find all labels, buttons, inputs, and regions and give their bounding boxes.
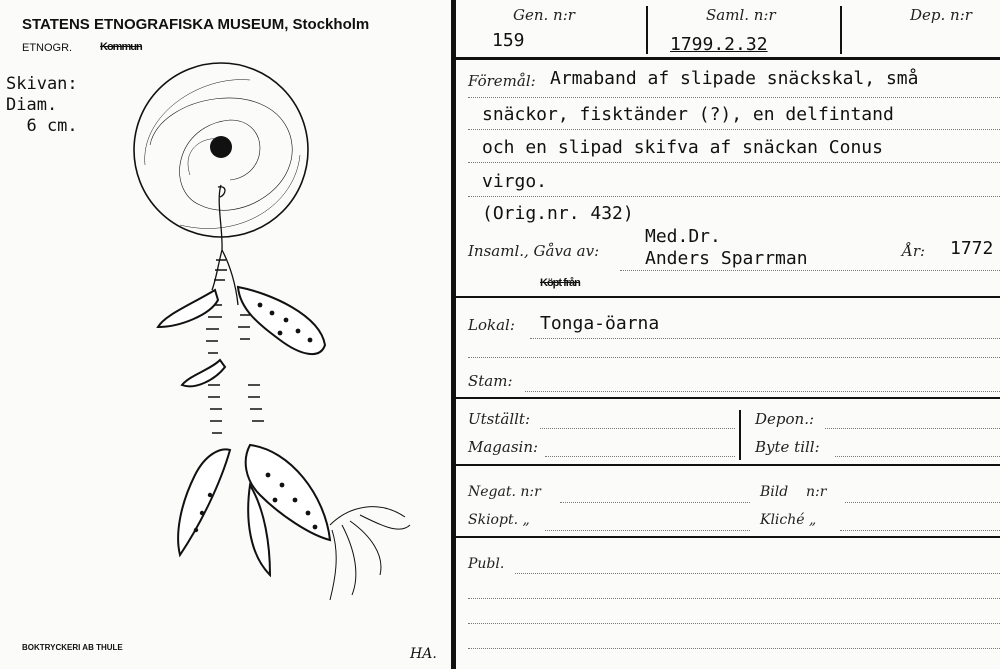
foremal-line: virgo. — [482, 171, 548, 192]
gen-label: Gen. n:r — [513, 6, 575, 24]
disc-note-line: 6 cm. — [6, 116, 78, 136]
disc-note-line: Diam. — [6, 95, 58, 115]
utstallt-label: Utställt: — [468, 410, 531, 428]
dotted-line — [545, 456, 735, 457]
magasin-label: Magasin: — [468, 438, 539, 456]
skiopt-label: Skiopt. „ — [468, 512, 530, 528]
disc-note-line: Skivan: — [6, 74, 78, 94]
struck-stamp: Kommun — [100, 41, 142, 53]
donor-title: Med.Dr. — [645, 226, 721, 247]
insaml-label: Insaml., Gåva av: — [468, 242, 600, 260]
card-divider — [451, 0, 456, 669]
dotted-line — [468, 97, 1000, 98]
dotted-line — [468, 196, 1000, 197]
section-rule — [456, 296, 1000, 298]
header-sep — [646, 6, 648, 54]
dotted-line — [525, 391, 1000, 392]
year-value: 1772 — [950, 238, 994, 259]
struck-purchase: Köpt från — [540, 277, 580, 289]
foremal-line: Armaband af slipade snäckskal, små — [550, 68, 919, 89]
byte-label: Byte till: — [755, 438, 820, 456]
lokal-label: Lokal: — [468, 316, 515, 334]
dotted-line — [620, 270, 1000, 271]
printer-name: BOKTRYCKERI AB THULE — [22, 643, 123, 652]
saml-label: Saml. n:r — [706, 6, 776, 24]
saml-value: 1799.2.32 — [670, 34, 768, 55]
section-rule — [456, 397, 1000, 399]
dotted-line — [468, 162, 1000, 163]
dotted-line — [468, 623, 1000, 624]
section-rule — [456, 536, 1000, 538]
bild-label: Bild n:r — [760, 484, 827, 500]
dotted-line — [530, 338, 1000, 339]
donor-name: Anders Sparrman — [645, 248, 808, 269]
lokal-value: Tonga-öarna — [540, 313, 660, 334]
bracelet-drawing — [120, 55, 420, 600]
museum-name: STATENS ETNOGRAFISKA MUSEUM, Stockholm — [22, 16, 370, 33]
dotted-line — [468, 598, 1000, 599]
depon-label: Depon.: — [755, 410, 815, 428]
foremal-line: (Orig.nr. 432) — [482, 203, 634, 224]
department-label: ETNOGR. — [22, 42, 73, 54]
foremal-label: Föremål: — [468, 72, 536, 90]
dotted-line — [825, 428, 1000, 429]
signature: HA. — [410, 646, 437, 662]
header-rule — [456, 57, 1000, 60]
dotted-line — [515, 573, 1000, 574]
dotted-line — [845, 502, 1000, 503]
foremal-line: snäckor, fisktänder (?), en delfintand — [482, 104, 894, 125]
dotted-line — [835, 456, 1000, 457]
header-sep — [840, 6, 842, 54]
gen-value: 159 — [492, 30, 525, 51]
dotted-line — [840, 530, 1000, 531]
foremal-line: och en slipad skifva af snäckan Conus — [482, 137, 883, 158]
stam-label: Stam: — [468, 372, 513, 390]
year-label: År: — [902, 242, 926, 260]
dotted-line — [560, 502, 750, 503]
publ-label: Publ. — [468, 556, 505, 572]
kliche-label: Kliché „ — [760, 512, 817, 528]
storage-sep — [739, 410, 741, 460]
section-rule — [456, 464, 1000, 466]
dotted-line — [540, 428, 735, 429]
negat-label: Negat. n:r — [468, 484, 541, 500]
dotted-line — [468, 648, 1000, 649]
disc-note — [6, 74, 78, 137]
dotted-line — [468, 357, 1000, 358]
dotted-line — [545, 530, 750, 531]
dotted-line — [468, 129, 1000, 130]
dep-label: Dep. n:r — [910, 6, 972, 24]
